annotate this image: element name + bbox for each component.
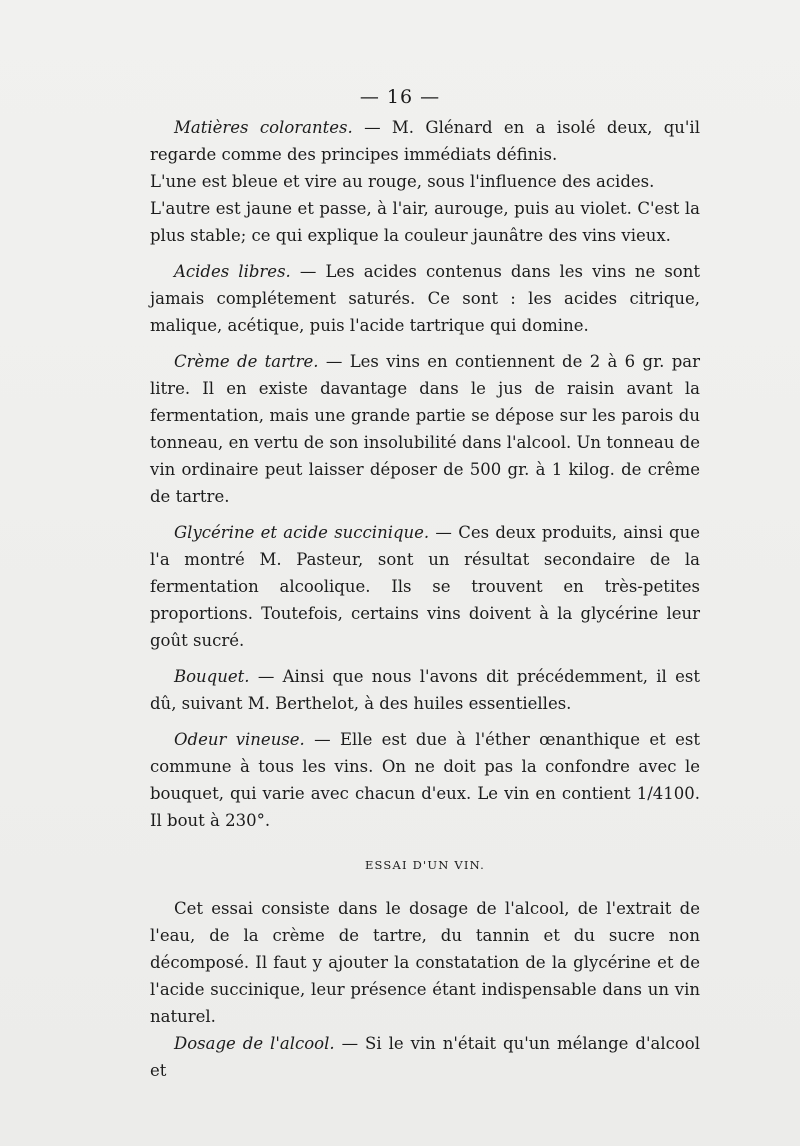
paragraph-lead: Odeur vineuse. xyxy=(174,730,305,749)
paragraph-acides-libres xyxy=(150,258,700,339)
paragraph-text: — Ces deux produits, ainsi que l'a montré M. Pasteur, sont un résultat secondaire de la fermentation alcoolique. Ils se trouvent en très-petites proportions. Toutefois, certains vins doivent à la glycérine leur goût sucré. xyxy=(150,523,701,650)
paragraph-lead: Matières colorantes. xyxy=(174,118,353,137)
body-text xyxy=(150,114,700,1084)
paragraph-text: — Elle est due à l'éther œnanthique et est commune à tous les vins. On ne doit pas la confondre avec le bouquet, qui varie avec chacun d'eux. Le vin en contient 1/4100. Il bout à 230°. xyxy=(150,730,701,830)
paragraph-text: — Les vins en contiennent de 2 à 6 gr. par litre. Il en existe davantage dans le jus de raisin avant la fermentation, mais une grande partie se dépose sur les parois du tonneau, en vertu de son insolubilité dans l'alcool. Un tonneau de vin ordinaire peut laisser déposer de 500 gr. à 1 kilog. de crême de tartre. xyxy=(150,352,701,506)
paragraph-lead: Glycérine et acide succinique. xyxy=(174,523,430,542)
paragraph-dosage-alcool xyxy=(150,1030,700,1084)
paragraph-jaune xyxy=(150,195,700,249)
page-number: — 16 — xyxy=(359,86,441,108)
paragraph-bleue xyxy=(150,168,700,195)
paragraph-matieres-colorantes xyxy=(150,114,700,168)
paragraph-glycerine xyxy=(150,519,700,654)
paragraph-text: — Si le vin n'était qu'un mélange d'alcool et xyxy=(150,1034,700,1080)
paragraph-text: — M. Glénard en a isolé deux, qu'il regarde comme des principes immédiats définis. xyxy=(150,118,700,164)
paragraph-text: — Ainsi que nous l'avons dit précédemment, il est dû, suivant M. Berthelot, à des huiles essentielles. xyxy=(150,667,700,713)
paragraph-text: Cet essai consiste dans le dosage de l'alcool, de l'extrait de l'eau, de la crème de tartre, du tannin et du sucre non décomposé. Il faut y ajouter la constatation de la glycérine et de l'acide succinique, leur présence étant indispensable dans un vin naturel. xyxy=(150,899,700,1026)
paragraph-odeur-vineuse xyxy=(150,726,700,834)
paragraph-lead: Crème de tartre. xyxy=(174,352,319,371)
paragraph-text: L'une est bleue et vire au rouge, sous l'influence des acides. xyxy=(150,172,655,191)
paragraph-bouquet xyxy=(150,663,700,717)
paragraph-lead: Dosage de l'alcool. xyxy=(174,1034,335,1053)
section-heading: ESSAI D'UN VIN. xyxy=(364,858,486,872)
paragraph-text: — Les acides contenus dans les vins ne sont jamais complétement saturés. Ce sont : les acides citrique, malique, acétique, puis l'acide tartrique qui domine. xyxy=(150,262,700,335)
paragraph-essai xyxy=(150,895,700,1030)
paragraph-creme-de-tartre xyxy=(150,348,700,510)
paragraph-lead: Bouquet. xyxy=(174,667,250,686)
paragraph-lead: Acides libres. xyxy=(174,262,291,281)
paragraph-text: L'autre est jaune et passe, à l'air, aurouge, puis au violet. C'est la plus stable; ce qui explique la couleur jaunâtre des vins vieux. xyxy=(150,199,700,245)
